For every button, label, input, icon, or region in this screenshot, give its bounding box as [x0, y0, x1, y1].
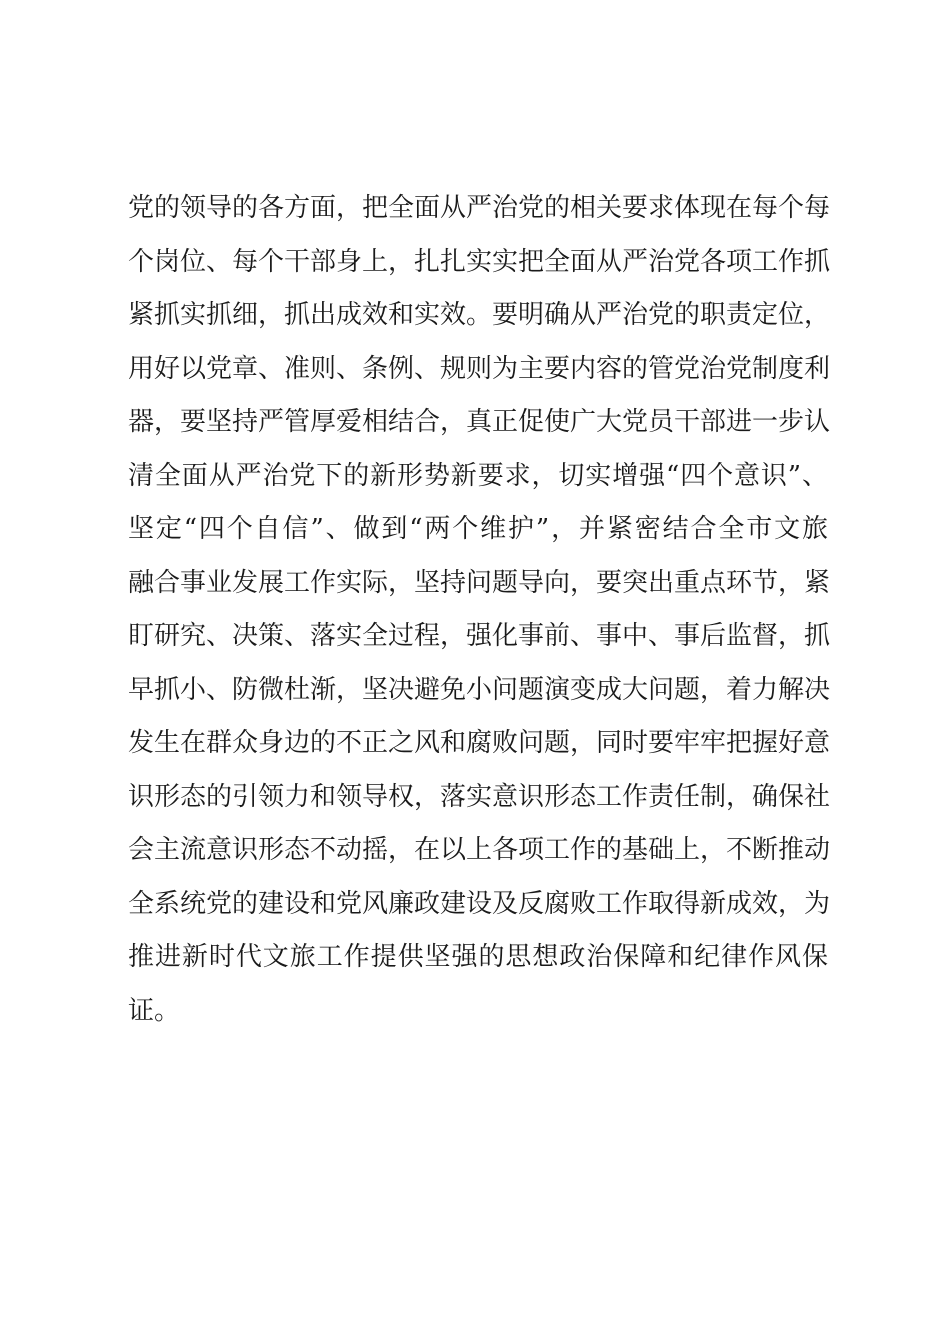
paragraph-line-13: 会主流意识形态不动摇，在以上各项工作的基础上，不断推动 [128, 835, 831, 865]
paragraph-line-4: 用好以党章、准则、条例、规则为主要内容的管党治党制度利 [128, 353, 831, 384]
paragraph-line-1: 党的领导的各方面，把全面从严治党的相关要求体现在每个每 [128, 193, 831, 223]
paragraph-line-8: 融合事业发展工作实际，坚持问题导向，要突出重点环节，紧 [128, 567, 831, 598]
paragraph-line-16: 证。 [128, 995, 181, 1026]
paragraph-line-5: 器，要坚持严管厚爱相结合，真正促使广大党员干部进一步认 [128, 407, 831, 437]
paragraph-line-14: 全系统党的建设和党风廉政建设及反腐败工作取得新成效，为 [128, 888, 831, 919]
paragraph-line-6: 清全面从严治党下的新形势新要求，切实增强“四个意识”、 [128, 460, 828, 491]
paragraph-line-11: 发生在群众身边的不正之风和腐败问题，同时要牢牢把握好意 [128, 728, 831, 758]
paragraph-line-9: 盯研究、决策、落实全过程，强化事前、事中、事后监督，抓 [128, 621, 831, 651]
paragraph-line-3: 紧抓实抓细，抓出成效和实效。要明确从严治党的职责定位， [128, 300, 831, 330]
paragraph-line-12: 识形态的引领力和领导权，落实意识形态工作责任制，确保社 [128, 781, 831, 812]
body-paragraph [128, 182, 831, 1038]
paragraph-line-7: 坚定“四个自信”、做到“两个维护”，并紧密结合全市文旅 [128, 514, 828, 544]
paragraph-line-15: 推进新时代文旅工作提供坚强的思想政治保障和纪律作风保 [128, 942, 828, 972]
paragraph-line-2: 个岗位、每个干部身上，扎扎实实把全面从严治党各项工作抓 [128, 246, 831, 277]
paragraph-line-10: 早抓小、防微杜渐，坚决避免小问题演变成大问题，着力解决 [128, 674, 831, 705]
